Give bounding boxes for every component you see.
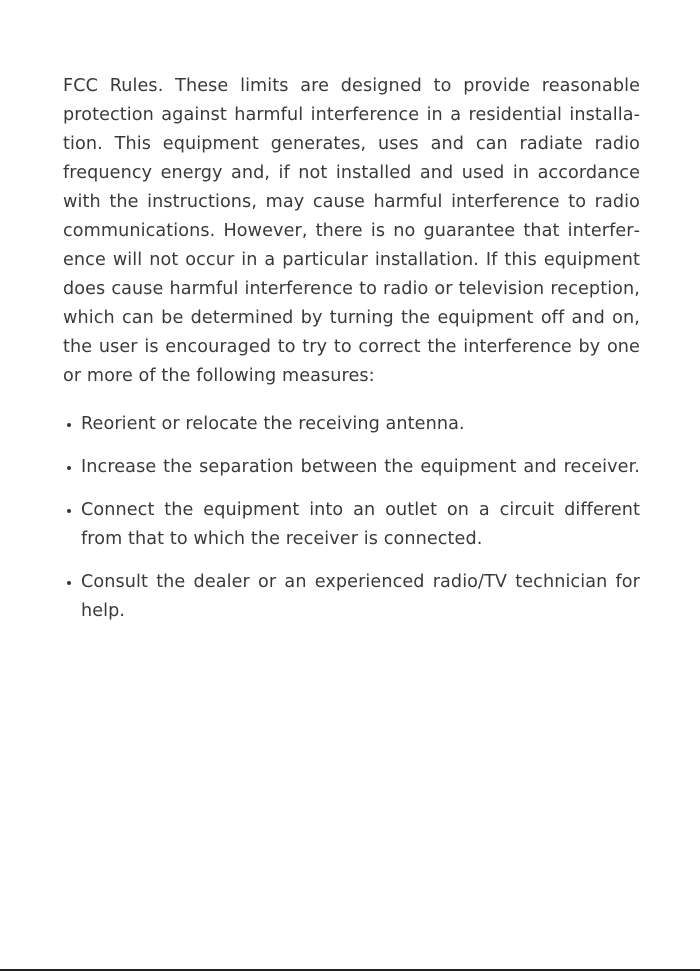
bullet-icon: [67, 466, 71, 470]
measure-text: Consult the dealer or an experienced radio/TV technician for help.: [81, 572, 640, 621]
measure-item: [63, 410, 640, 439]
bullet-icon: [67, 509, 71, 513]
measure-text: Increase the separation between the equipment and receiver.: [81, 457, 640, 477]
measure-text: Connect the equipment into an outlet on a circuit different from that to which the receiver is connected.: [81, 500, 640, 549]
bullet-icon: [67, 423, 71, 427]
measure-text: Reorient or relocate the receiving antenna.: [81, 414, 465, 434]
measures-list: [63, 410, 640, 640]
fcc-interference-paragraph: FCC Rules. These limits are designed to provide reasonable protection against harmful interference in a residential installation. This equipment generates, uses and can radiate radio frequency energy and, if not installed and used in accordance with the instructions, may cause harmful interference to radio communications. However, there is no guarantee that interference will not occur in a particular installation. If this equipment does cause harmful interference to radio or television reception, which can be determined by turning the equipment off and on, the user is encouraged to try to correct the interference by one or more of the following measures:: [63, 76, 640, 386]
measure-item: [63, 453, 640, 482]
measure-item: [63, 568, 640, 626]
measure-item: [63, 496, 640, 554]
bullet-icon: [67, 581, 71, 585]
